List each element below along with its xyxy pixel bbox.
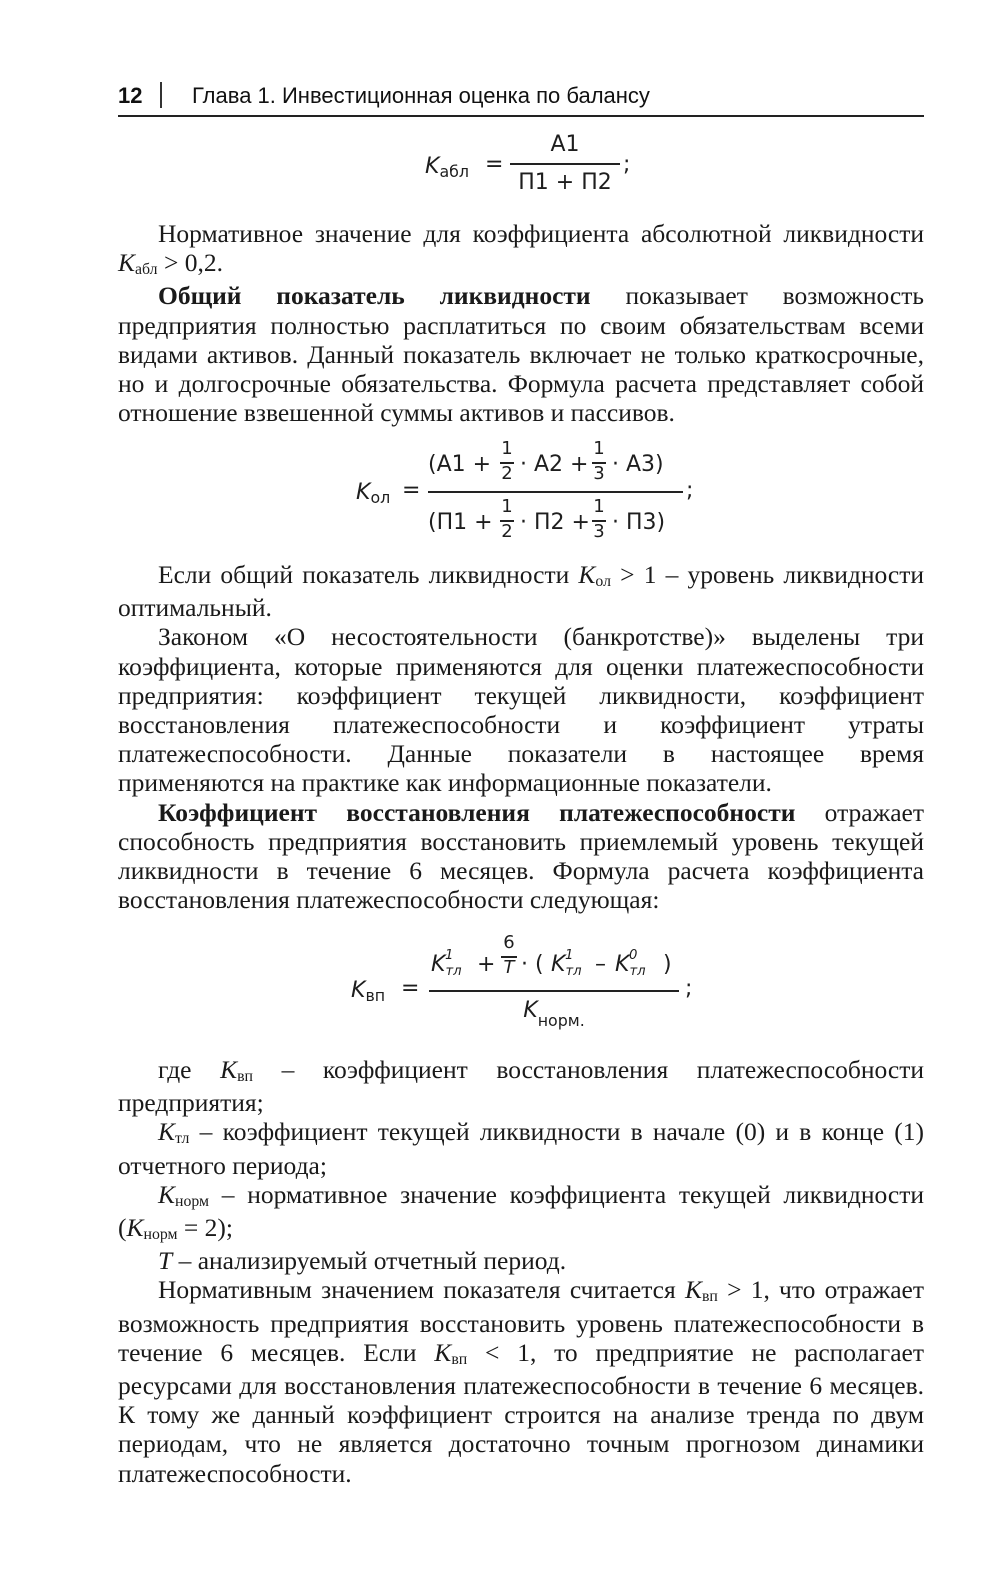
chapter-title: Глава 1. Инвестиционная оценка по балансу — [192, 83, 650, 108]
paragraph-general-liquidity: Общий показатель ликвидности показывает возможность предприятия полностью расплатиться по своим обязательствам всеми видами активов. Данный показатель включает не только краткосрочные, но и долгосрочные обязательства. Формула расчета представляет собой отношение взвешенной суммы активов и пассивов. — [118, 281, 924, 428]
text-block-2 — [118, 560, 924, 914]
fraction-bar — [510, 163, 620, 165]
page-number: 12 — [118, 83, 143, 108]
denominator: $K_{норм.}$ — [523, 998, 585, 1031]
definition-k-vp: где $K_{вп}$ – коэффициент восстановления платежеспособности предприятия; — [118, 1055, 925, 1118]
running-header — [118, 80, 924, 114]
paragraph-bankruptcy-law: Законом «О несостоятельности (банкротстве)» выделены три коэффициента, которые применяются для оценки платежеспособности предприятия: коэффициент текущей ликвидности, коэффициент восстановления платежеспособности и коэффициент утраты платежеспособности. Данные показатели в настоящее время применяются на практике как информационные показатели. — [118, 622, 924, 798]
numerator: $K_{тл}$ 1 + 6 T · ( $K_{тл}$ 1 – $K_{тл}$ 0 ) — [431, 932, 672, 979]
denominator: П1 + П2 — [518, 170, 612, 195]
formula-k-vp: $K_{вп}$ = $K_{тл}$ 1 + 6 T · ( $K_{тл}$ 1 – $K_{тл}$ 0 ) $K_{норм.}$ ; — [351, 932, 693, 1031]
paragraph-normative-value: Нормативным значением показателя считается $K_{вп} > 1$, что отражает возможность предприятия восстановить уровень платежеспособности в течение 6 месяцев. Если $K_{вп} < 1$, то предприятие не располагает ресурсами для восстановления платежеспособности в течение 6 месяцев. К тому же данный коэффициент строится на анализе тренда по двум периодам, что не является достаточно точным прогнозом динамики платежеспособности. — [118, 1275, 924, 1488]
header-separator — [160, 82, 162, 108]
fraction-bar — [428, 491, 683, 493]
text-block-1 — [118, 219, 924, 427]
definition-t: T – анализируемый отчетный период. — [158, 1246, 567, 1276]
numerator: (A1 + 1 2 · A2 + 1 3 · A3) — [428, 438, 664, 484]
paragraph-general-optimal: Если общий показатель ликвидности $K_{ол} > 1$ – уровень ликвидности оптимальный. — [118, 560, 924, 623]
equals-sign: = — [485, 152, 504, 177]
numerator: A1 — [550, 132, 580, 157]
paragraph-abs-liquidity: Нормативное значение для коэффициента абсолютной ликвидности $K_{абл} > 0,2$. — [118, 219, 924, 279]
fraction-bar — [429, 990, 679, 992]
denominator: (П1 + 1 2 · П2 + 1 3 · П3) — [428, 496, 666, 542]
formula-lhs: $K_{абл}$ — [425, 154, 470, 181]
paragraph-recovery-coef: Коэффициент восстановления платежеспособности отражает способность предприятия восстановить приемлемый уровень текущей ликвидности в течение 6 месяцев. Формула расчета коэффициента восстановления платежеспособности следующая: — [118, 797, 924, 915]
definition-k-tl: $K_{тл}$ – коэффициент текущей ликвидности в начале (0) и в конце (1) отчетного периода; — [118, 1117, 924, 1180]
semicolon: ; — [623, 152, 631, 177]
definitions — [118, 1055, 924, 1488]
formula-k-abl — [395, 130, 655, 200]
formula-k-ol: $K_{ол}$ = (A1 + 1 2 · A2 + 1 3 · A3) (П1 + 1 2 · П2 + 1 3 · П3) ; — [340, 438, 720, 558]
definition-k-norm: $K_{норм}$ – нормативное значение коэффициента текущей ликвидности $(K_{норм} = 2)$; — [118, 1179, 924, 1244]
header-rule — [118, 115, 924, 117]
